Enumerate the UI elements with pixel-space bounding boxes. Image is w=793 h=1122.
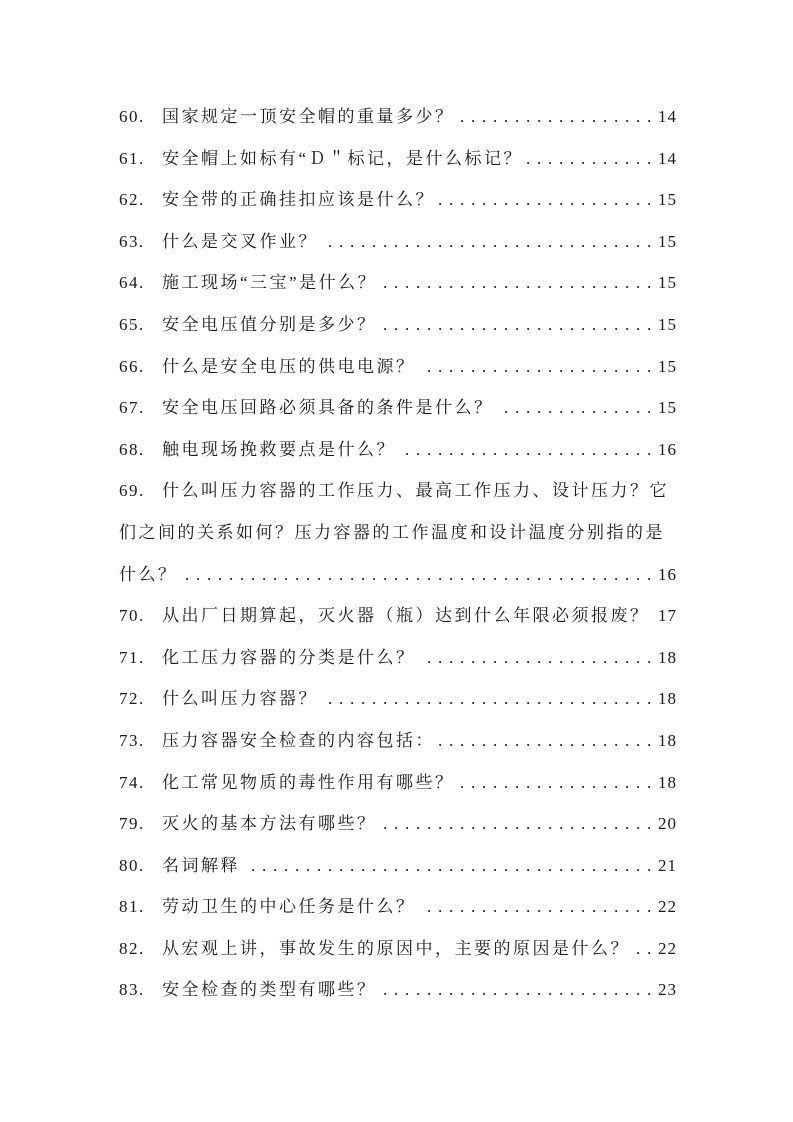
page-number: 15 — [650, 221, 677, 263]
toc-entry-text — [119, 232, 322, 251]
toc-entry-text — [119, 814, 381, 833]
entry-title: 安全检查的类型有哪些？ — [162, 980, 377, 1000]
page-number: 15 — [650, 262, 677, 304]
entry-number: 60. — [119, 107, 145, 126]
toc-entry — [119, 886, 677, 928]
toc-entry — [119, 969, 677, 1011]
page-number: 14 — [650, 96, 677, 138]
page-number: 14 — [650, 138, 677, 180]
page-number: 18 — [650, 637, 677, 679]
toc-entry-text — [119, 606, 654, 625]
toc-entry — [119, 845, 677, 887]
entry-title: 国家规定一顶安全帽的重量多少？ — [162, 107, 455, 126]
toc-entry-text — [119, 398, 498, 417]
entry-title: 压力容器安全检查的内容包括： — [162, 730, 435, 750]
page-number: 18 — [650, 720, 677, 762]
toc-entry — [119, 720, 677, 762]
page-number: 23 — [650, 969, 677, 1011]
toc-entry-text — [119, 149, 527, 168]
entry-number: 65. — [119, 314, 145, 334]
entry-title: 安全带的正确挂扣应该是什么？ — [162, 190, 435, 210]
toc-entry — [119, 803, 677, 845]
toc-entry — [119, 221, 677, 263]
page-number: 20 — [650, 803, 677, 845]
entry-number: 71. — [119, 647, 145, 667]
entry-number: 63. — [119, 231, 145, 251]
toc-entry-text — [119, 648, 420, 667]
entry-number: 70. — [119, 606, 145, 626]
entry-number: 83. — [119, 980, 145, 1000]
table-of-contents — [119, 96, 677, 1011]
entry-title: 安全电压值分别是多少？ — [162, 314, 377, 334]
page-number: 18 — [650, 762, 677, 804]
entry-title: 名词解释 — [162, 855, 240, 875]
toc-entry — [119, 470, 677, 595]
toc-entry-text — [119, 773, 459, 792]
entry-title: 劳动卫生的中心任务是什么？ — [162, 897, 416, 917]
page-number: 15 — [650, 346, 677, 388]
page-number: 17 — [650, 595, 677, 637]
page-number: 15 — [650, 304, 677, 346]
toc-entry-text — [119, 357, 420, 376]
page-number: 22 — [650, 928, 677, 970]
entry-title: 灭火的基本方法有哪些？ — [162, 814, 377, 834]
toc-entry — [119, 637, 677, 679]
entry-number: 61. — [119, 148, 145, 168]
entry-title: 什么是安全电压的供电电源？ — [162, 356, 416, 376]
entry-number: 80. — [119, 855, 145, 875]
toc-entry — [119, 429, 677, 471]
toc-entry — [119, 138, 677, 180]
entry-number: 64. — [119, 273, 145, 293]
page-number: 18 — [650, 678, 677, 720]
page-number: 15 — [650, 179, 677, 221]
entry-number: 68. — [119, 439, 145, 459]
entry-number: 62. — [119, 190, 145, 210]
page-number: 16 — [650, 554, 677, 596]
entry-title: 从出厂日期算起，灭火器（瓶）达到什么年限必须报废？ — [162, 606, 650, 626]
toc-entry — [119, 346, 677, 388]
entry-number: 69. — [119, 481, 145, 501]
entry-title: 什么叫压力容器的工作压力、最高工作压力、设计压力？它们之间的关系如何？压力容器的工作温度和设计温度分别指的是什么？ — [119, 481, 669, 584]
toc-entry — [119, 928, 677, 970]
entry-title: 化工压力容器的分类是什么？ — [162, 647, 416, 667]
dot-leader — [119, 554, 677, 596]
toc-entry-text — [119, 731, 439, 750]
toc-entry — [119, 595, 677, 637]
toc-entry-text — [119, 315, 381, 334]
toc-entry-text — [119, 689, 322, 708]
entry-number: 73. — [119, 730, 145, 750]
entry-title: 安全帽上如标有“Ｄ＂标记，是什么标记？ — [162, 148, 524, 168]
toc-entry-text — [119, 107, 459, 126]
entry-title: 施工现场“三宝”是什么？ — [162, 273, 378, 293]
entry-title: 触电现场挽救要点是什么？ — [162, 439, 396, 459]
entry-title: 什么是交叉作业？ — [162, 231, 318, 251]
entry-number: 67. — [119, 398, 145, 418]
toc-entry-text — [119, 856, 244, 875]
entry-title: 化工常见物质的毒性作用有哪些？ — [162, 772, 455, 792]
entry-number: 66. — [119, 356, 145, 376]
toc-entry — [119, 387, 677, 429]
page-number: 21 — [650, 845, 677, 887]
entry-number: 82. — [119, 938, 145, 958]
toc-entry — [119, 262, 677, 304]
toc-entry — [119, 96, 677, 138]
entry-number: 81. — [119, 897, 145, 917]
entry-title: 什么叫压力容器？ — [162, 689, 318, 709]
toc-entry — [119, 678, 677, 720]
entry-number: 72. — [119, 689, 145, 709]
page-number: 22 — [650, 886, 677, 928]
toc-entry-text — [119, 190, 439, 209]
toc-entry-text — [119, 939, 634, 958]
toc-entry — [119, 179, 677, 221]
toc-entry-text — [119, 273, 381, 292]
entry-title: 安全电压回路必须具备的条件是什么？ — [162, 398, 494, 418]
toc-entry — [119, 762, 677, 804]
toc-entry-text — [119, 980, 381, 999]
page-number: 15 — [650, 387, 677, 429]
toc-entry-text — [119, 897, 420, 916]
toc-entry-text — [119, 440, 400, 459]
entry-title: 从宏观上讲，事故发生的原因中，主要的原因是什么？ — [162, 938, 630, 958]
entry-number: 79. — [119, 814, 145, 834]
toc-entry — [119, 304, 677, 346]
entry-number: 74. — [119, 772, 145, 792]
page-number: 16 — [650, 429, 677, 471]
